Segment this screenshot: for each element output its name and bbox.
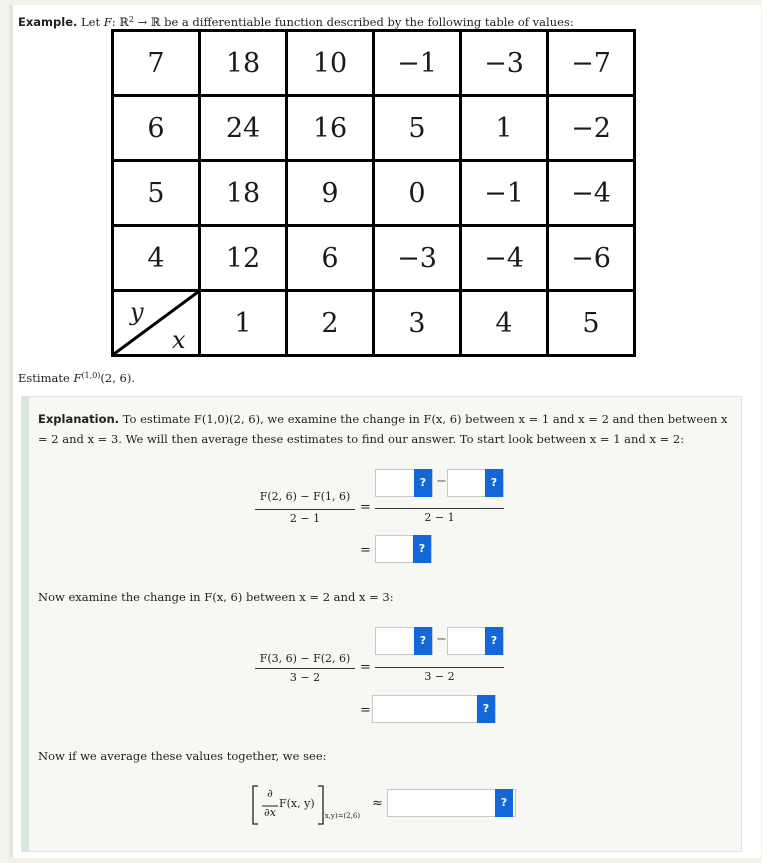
paragraph-3: Now if we average these values together, we see:: [38, 749, 327, 763]
value-cell: −2: [548, 96, 635, 161]
value-cell: 9: [287, 161, 374, 226]
partial-denominator: ∂x: [264, 806, 276, 819]
table-row: [113, 96, 635, 161]
value-cell: 16: [287, 96, 374, 161]
explanation-panel: [21, 396, 742, 852]
explanation-label: Explanation.: [38, 412, 120, 426]
value-cell: −7: [548, 31, 635, 96]
eq2-help-f3[interactable]: ?: [414, 627, 432, 655]
eq1-help-f2[interactable]: ?: [414, 469, 432, 497]
explanation-bar: [21, 396, 29, 852]
estimate-prompt: Estimate F$^{(1,0)}$(2, 6).: [18, 371, 135, 385]
eq1-minus: −: [436, 474, 447, 489]
example-label: Example.: [18, 15, 78, 29]
value-cell: 18: [200, 161, 287, 226]
y-value-cell: 6: [113, 96, 200, 161]
eq2-result-equals: =: [360, 703, 371, 718]
eq2-numerator: F(3, 6) − F(2, 6): [259, 652, 351, 665]
paragraph-2: Now examine the change in F(x, 6) between x = 2 and x = 3:: [38, 590, 394, 604]
eq2-rhs-bar: [375, 667, 504, 668]
eq1-rhs-bar: [375, 508, 504, 509]
table-row: [113, 161, 635, 226]
value-cell: −1: [461, 161, 548, 226]
eq2-result-help[interactable]: ?: [477, 695, 495, 723]
eq2-fraction-bar: [255, 668, 355, 669]
approx-sign: ≈: [372, 796, 383, 811]
x-axis-row: [113, 291, 635, 356]
eq2-minus: −: [436, 632, 447, 647]
eq1-equals: =: [360, 500, 371, 515]
value-cell: −4: [461, 226, 548, 291]
eq1-result-help[interactable]: ?: [413, 535, 431, 563]
value-cell: 10: [287, 31, 374, 96]
y-axis-label: y: [130, 298, 144, 326]
y-value-cell: 5: [113, 161, 200, 226]
x-axis-label: x: [172, 326, 186, 354]
value-cell: −6: [548, 226, 635, 291]
eq1-numerator: F(2, 6) − F(1, 6): [259, 490, 351, 503]
example-statement: Example. Let F: ℝ$^2$ → ℝ be a differentiable function described by the following table of values:: [18, 15, 574, 29]
value-cell: 18: [200, 31, 287, 96]
value-cell: 5: [374, 96, 461, 161]
eq2-denominator: 3 − 2: [289, 671, 321, 684]
y-value-cell: 4: [113, 226, 200, 291]
partial-numerator: ∂: [267, 787, 273, 800]
eq1-fraction-bar: [255, 509, 355, 510]
value-cell: −3: [461, 31, 548, 96]
value-cell: −3: [374, 226, 461, 291]
axis-corner-cell: [113, 291, 200, 356]
x-value-cell: 5: [548, 291, 635, 356]
eq1-rhs-denominator: 2 − 1: [424, 511, 455, 524]
card-stripe: [9, 5, 13, 858]
eq2-help-f2[interactable]: ?: [485, 627, 503, 655]
x-value-cell: 1: [200, 291, 287, 356]
partial-function: F(x, y): [279, 797, 315, 810]
value-cell: 1: [461, 96, 548, 161]
value-cell: 12: [200, 226, 287, 291]
value-cell: 24: [200, 96, 287, 161]
value-cell: −1: [374, 31, 461, 96]
eq1-help-f1[interactable]: ?: [485, 469, 503, 497]
y-value-cell: 7: [113, 31, 200, 96]
x-value-cell: 2: [287, 291, 374, 356]
value-cell: 0: [374, 161, 461, 226]
value-cell: 6: [287, 226, 374, 291]
explanation-intro: Explanation. To estimate F(1,0)(2, 6), we examine the change in F(x, 6) between x = 1 and x = 2 and then between x = 2 and x = 3. We will then average these estimates to find our answer. To start look between x = 1 and x = 2:: [38, 412, 728, 446]
function-value-table: [111, 29, 636, 357]
partial-eval-point: (x,y)=(2,6): [322, 812, 361, 820]
table-row: [113, 31, 635, 96]
x-value-cell: 3: [374, 291, 461, 356]
eq1-denominator: 2 − 1: [289, 512, 321, 525]
x-value-cell: 4: [461, 291, 548, 356]
eq2-equals: =: [360, 660, 371, 675]
eq1-result-equals: =: [360, 543, 371, 558]
final-answer-help[interactable]: ?: [495, 789, 513, 817]
value-cell: −4: [548, 161, 635, 226]
table-row: [113, 226, 635, 291]
eq2-rhs-denominator: 3 − 2: [424, 670, 455, 683]
